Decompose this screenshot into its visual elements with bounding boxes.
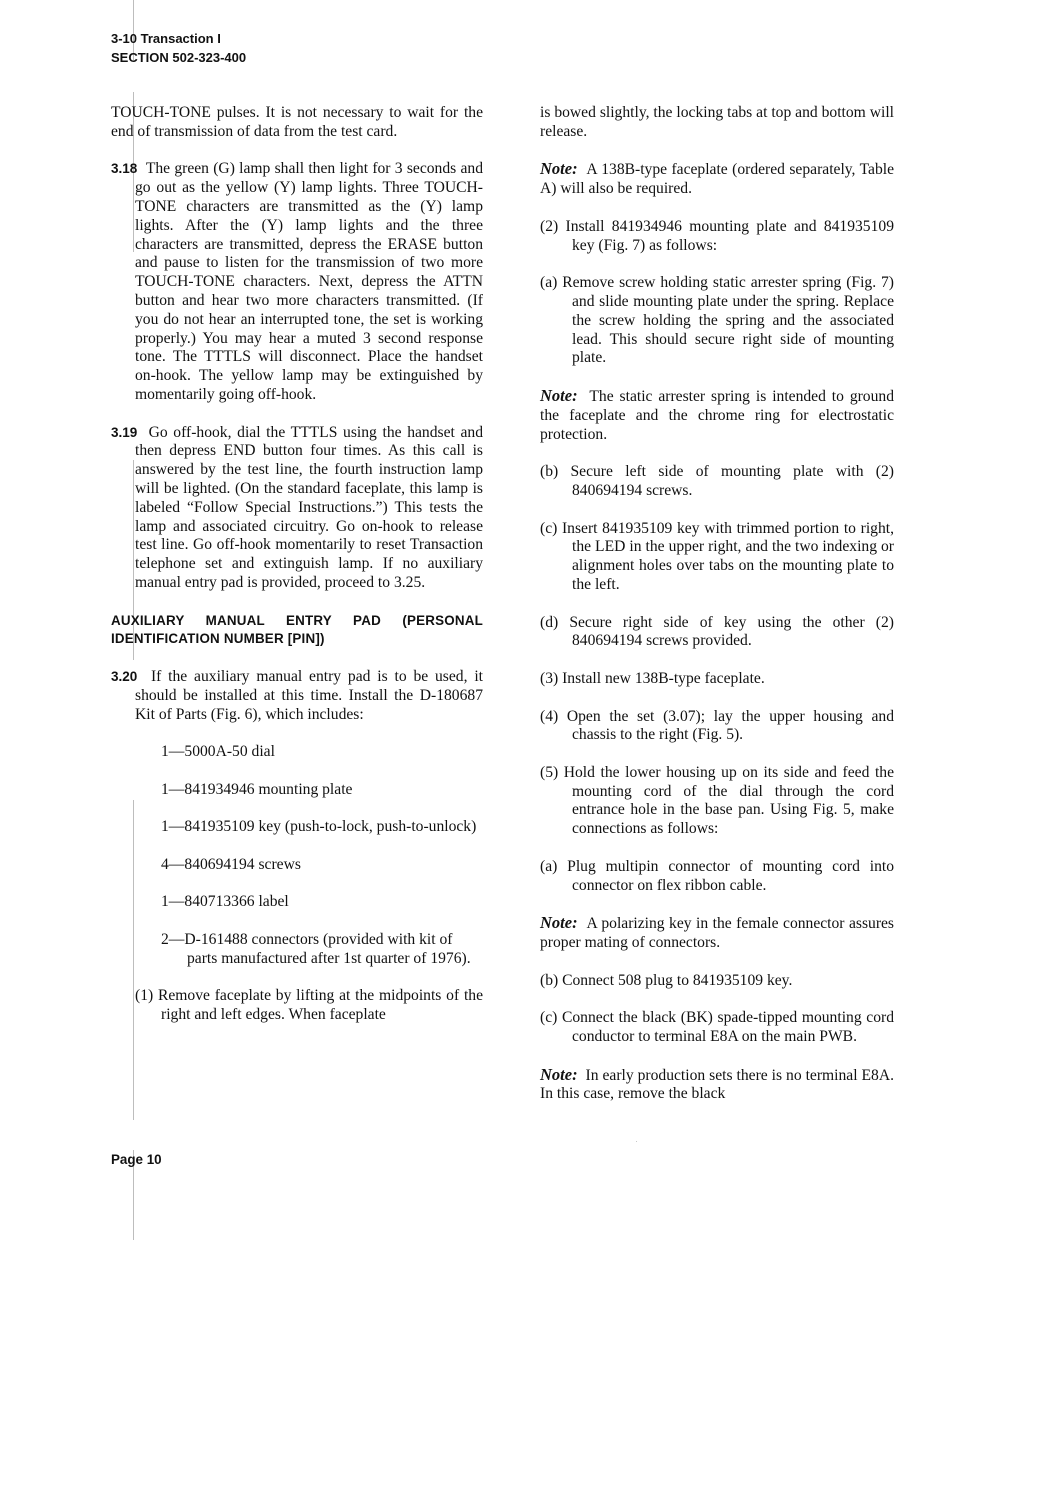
step-2d: (d) Secure right side of key using the other (2) 840694194 screws provided. — [540, 613, 894, 650]
paragraph-text: Go off-hook, dial the TTTLS using the handset and then depress END button four times. As this call is answered by the test line, the fourth instruction lamp will be lighted. (On the standard faceplate, this lamp is labeled “Follow Special Instructions.”) This tests the lamp and associated circuitry. Go on-hook to release test line. Go off-hook momentarily to reset Transaction telephone set and extinguish lamp. If no auxiliary manual entry pad is provided, proceed to 3.25. — [135, 423, 483, 591]
left-column — [111, 104, 483, 1044]
note-label: Note: — [540, 385, 578, 405]
note-label: Note: — [540, 159, 578, 179]
kit-item: 1—840713366 label — [161, 893, 289, 911]
step-5: (5) Hold the lower housing up on its side and feed the mounting cord of the dial through the cord entrance hole in the base pan. Using Fig. 5, make connections as follows: — [540, 763, 894, 838]
header-transaction: 3-10 Transaction I — [111, 31, 221, 46]
intro-paragraph: TOUCH-TONE pulses. It is not necessary to wait for the end of transmission of data from the test card. — [111, 104, 483, 140]
right-column — [540, 104, 894, 1123]
step-5b: (b) Connect 508 plug to 841935109 key. — [540, 971, 793, 989]
note-text: In early production sets there is no terminal E8A. In this case, remove the black — [540, 1066, 894, 1103]
page-header — [111, 29, 246, 67]
header-section: SECTION 502-323-400 — [111, 50, 247, 65]
paragraph-3-20 — [111, 668, 483, 724]
step-2a: (a) Remove screw holding static arrester spring (Fig. 7) and slide mounting plate under the spring. Replace the screw holding the spring and the associated lead. This should secure right side of mounting plate. — [540, 274, 894, 367]
paragraph-number: 3.18 — [111, 161, 138, 177]
kit-item: 1—841935109 key (push-to-lock, push-to-unlock) — [161, 818, 477, 836]
section-heading: AUXILIARY MANUAL ENTRY PAD (PERSONAL IDENTIFICATION NUMBER [PIN]) — [111, 612, 483, 647]
step-3: (3) Install new 138B-type faceplate. — [540, 669, 765, 687]
note-arrester — [540, 387, 894, 444]
paragraph-text: The green (G) lamp shall then light for 3 seconds and go out as the yellow (Y) lamp lights. Three TOUCH-TONE characters are transmitted as the (Y) lamp lights. After the (Y) lamp lights and the three characters are transmitted, depress the ERASE button and pause to listen for the transmission of two more TOUCH-TONE characters. Next, depress the ATTN button and hear two more characters transmitted. (If you do not hear an interrupted tone, the set is working properly.) You may hear a muted 3 second response tone. The TTTLS will disconnect. Place the handset on-hook. The yellow lamp may be extinguished by momentarily going off-hook. — [135, 160, 483, 403]
step-2c: (c) Insert 841935109 key with trimmed portion to right, the LED in the upper right, and the two indexing or alignment holes over tabs on the mounting plate to the left. — [540, 519, 894, 593]
paragraph-text: If the auxiliary manual entry pad is to be used, it should be installed at this time. Install the D-180687 Kit of Parts (Fig. 6), which includes: — [135, 667, 483, 723]
note-polarizing — [540, 914, 894, 953]
kit-item: 1—5000A-50 dial — [161, 743, 275, 761]
step-2: (2) Install 841934946 mounting plate and 841935109 key (Fig. 7) as follows: — [540, 217, 894, 254]
note-text: A 138B-type faceplate (ordered separately, Table A) will also be required. — [540, 161, 894, 198]
note-label: Note: — [540, 1064, 578, 1084]
kit-parts-list — [111, 743, 483, 969]
step-5a: (a) Plug multipin connector of mounting cord into connector on flex ribbon cable. — [540, 857, 894, 894]
kit-item: 2—D-161488 connectors (provided with kit of parts manufactured after 1st quarter of 1976). — [161, 931, 471, 967]
step-1: (1) Remove faceplate by lifting at the midpoints of the right and left edges. When faceplate — [135, 987, 483, 1024]
continued-paragraph: is bowed slightly, the locking tabs at top and bottom will release. — [540, 104, 894, 140]
note-faceplate — [540, 160, 894, 199]
scan-speck — [636, 1141, 637, 1142]
kit-item: 4—840694194 screws — [161, 855, 301, 873]
paragraph-number: 3.19 — [111, 424, 138, 440]
paragraph-3-18 — [111, 160, 483, 404]
step-5c: (c) Connect the black (BK) spade-tipped mounting cord conductor to terminal E8A on the main PWB. — [540, 1009, 894, 1046]
paragraph-3-19 — [111, 424, 483, 593]
note-early-production — [540, 1066, 894, 1105]
step-4: (4) Open the set (3.07); lay the upper housing and chassis to the right (Fig. 5). — [540, 707, 894, 744]
kit-item: 1—841934946 mounting plate — [161, 780, 353, 798]
note-text: The static arrester spring is intended to ground the faceplate and the chrome ring for electrostatic protection. — [540, 387, 894, 443]
note-label: Note: — [540, 913, 578, 933]
paragraph-number: 3.20 — [111, 668, 138, 684]
step-2b: (b) Secure left side of mounting plate with (2) 840694194 screws. — [540, 463, 894, 499]
page-number: Page 10 — [111, 1152, 162, 1167]
note-text: A polarizing key in the female connector assures proper mating of connectors. — [540, 915, 895, 952]
